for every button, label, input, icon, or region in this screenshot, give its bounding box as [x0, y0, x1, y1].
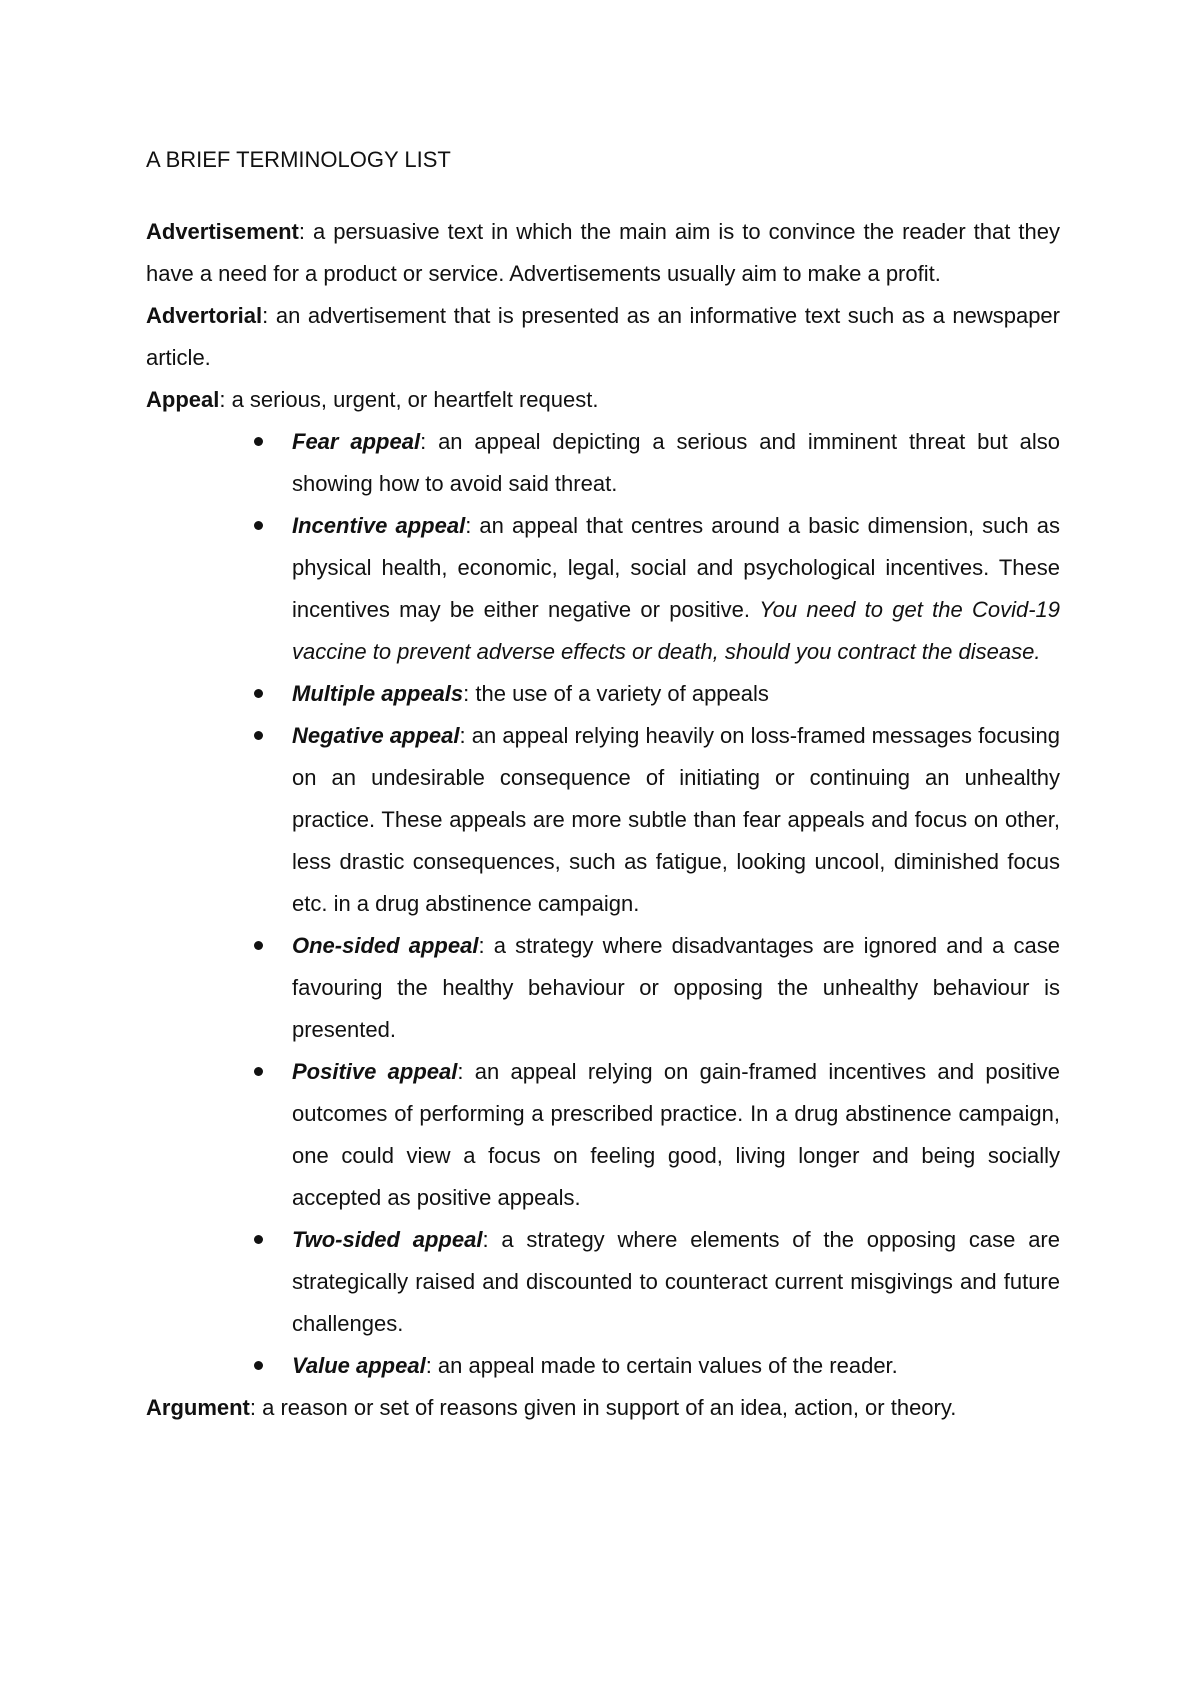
term-entry-argument [146, 1387, 1060, 1429]
term-definition: : a persuasive text in which the main aim is to convince the reader that they have a need for a product or service. Advertisements usually aim to make a profit. [146, 219, 1060, 286]
sub-term-definition: : an appeal depicting a serious and imminent threat but also showing how to avoid said threat. [292, 429, 1061, 496]
sub-term-definition: : an appeal made to certain values of the reader. [425, 1353, 898, 1378]
term-entry-advertorial [146, 295, 1060, 379]
sub-term-definition: : an appeal relying heavily on loss-framed messages focusing on an undesirable consequence of initiating or continuing an unhealthy practice. These appeals are more subtle than fear appeals and focus on other, less drastic consequences, such as fatigue, looking uncool, diminished focus etc. in a drug abstinence campaign. [292, 723, 1061, 916]
term-label: Advertorial [146, 303, 263, 328]
list-item-one-sided-appeal [292, 925, 1060, 1051]
sub-term-label: Multiple appeals [292, 681, 464, 706]
term-entry-advertisement [146, 211, 1060, 295]
bullet-icon [254, 689, 263, 698]
sub-term-label: Positive appeal [292, 1059, 458, 1084]
bullet-icon [254, 1067, 263, 1076]
term-entry-appeal [146, 379, 1060, 421]
list-item-fear-appeal [292, 421, 1060, 505]
list-item-two-sided-appeal [292, 1219, 1060, 1345]
bullet-icon [254, 1361, 263, 1370]
list-item-incentive-appeal [292, 505, 1060, 673]
sub-term-label: Two-sided appeal [292, 1227, 483, 1252]
term-definition: : an advertisement that is presented as an informative text such as a newspaper article. [146, 303, 1060, 370]
bullet-icon [254, 521, 263, 530]
sub-term-label: Value appeal [292, 1353, 426, 1378]
bullet-icon [254, 731, 263, 740]
list-item-value-appeal [292, 1345, 1060, 1387]
sub-term-label: One-sided appeal [292, 933, 479, 958]
term-label: Appeal [146, 387, 220, 412]
term-label: Advertisement [146, 219, 299, 244]
sub-term-label: Negative appeal [292, 723, 460, 748]
term-definition: : a serious, urgent, or heartfelt request. [219, 387, 599, 412]
document-title: A BRIEF TERMINOLOGY LIST [146, 147, 451, 172]
sub-term-definition: : an appeal relying on gain-framed incentives and positive outcomes of performing a prescribed practice. In a drug abstinence campaign, one could view a focus on feeling good, living longer and being socially accepted as positive appeals. [292, 1059, 1060, 1210]
list-item-negative-appeal [292, 715, 1060, 925]
sub-term-definition: : an appeal that centres around a basic dimension, such as physical health, economic, legal, social and psychological incentives. These incentives may be either negative or positive. [292, 513, 1060, 622]
terminology-list [146, 211, 1060, 1429]
sub-term-label: Incentive appeal [292, 513, 466, 538]
sub-term-definition: : a strategy where disadvantages are ignored and a case favouring the healthy behaviour or opposing the unhealthy behaviour is presented. [292, 933, 1060, 1042]
term-definition: : a reason or set of reasons given in support of an idea, action, or theory. [249, 1395, 957, 1420]
bullet-icon [254, 941, 263, 950]
appeal-types-list [146, 421, 1060, 1387]
sub-term-definition: : the use of a variety of appeals [463, 681, 769, 706]
bullet-icon [254, 1235, 263, 1244]
sub-term-example: You need to get the Covid-19 vaccine to prevent adverse effects or death, should you contract the disease. [292, 597, 1060, 664]
term-label: Argument [146, 1395, 250, 1420]
bullet-icon [254, 437, 263, 446]
list-item-multiple-appeals [292, 673, 1060, 715]
sub-term-definition: : a strategy where elements of the opposing case are strategically raised and discounted to counteract current misgivings and future challenges. [292, 1227, 1060, 1336]
sub-term-label: Fear appeal [292, 429, 421, 454]
list-item-positive-appeal [292, 1051, 1060, 1219]
